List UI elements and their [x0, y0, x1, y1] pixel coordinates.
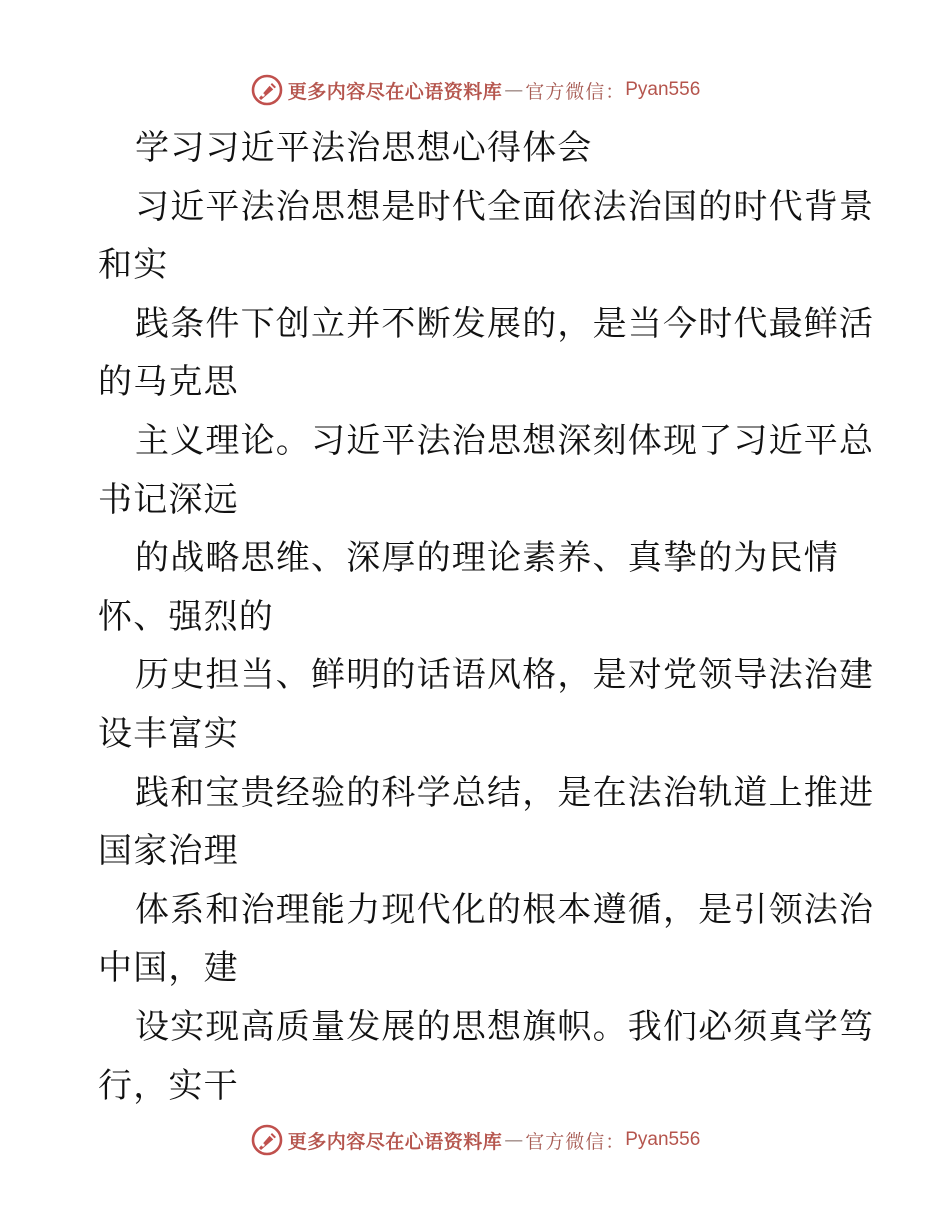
paragraph-line: 书记深远 [98, 479, 239, 520]
watermark-official-label: 官方微信： [525, 1130, 626, 1153]
watermark-separator: — [504, 1129, 524, 1151]
paragraph-line: 和实 [98, 245, 169, 286]
watermark-wechat-id: Pyan556 [625, 1129, 701, 1150]
watermark-banner-top [0, 70, 950, 110]
watermark-wechat-id: Pyan556 [625, 79, 701, 100]
paragraph-line: 践条件下创立并不断发展的，是当今时代最鲜活 [135, 303, 875, 344]
paragraph-line: 国家治理 [98, 831, 239, 872]
paragraph-line: 习近平法治思想是时代全面依法治国的时代背景 [135, 186, 875, 227]
paragraph-line: 设实现高质量发展的思想旗帜。我们必须真学笃 [135, 1006, 875, 1047]
watermark-promo-text: 更多内容尽在心语资料库 [287, 1130, 503, 1153]
paragraph-line: 历史担当、鲜明的话语风格，是对党领导法治建 [135, 655, 875, 696]
document-body [98, 119, 875, 1115]
watermark-banner-bottom [0, 1120, 950, 1160]
paragraph-line: 体系和治理能力现代化的根本遵循，是引领法治 [135, 889, 875, 930]
watermark-separator: — [504, 79, 524, 101]
paragraph-line: 的战略思维、深厚的理论素养、真挚的为民情 [135, 538, 839, 579]
paragraph-line: 怀、强烈的 [98, 596, 274, 637]
pen-nib-logo-icon [250, 1123, 284, 1157]
paragraph-line: 践和宝贵经验的科学总结，是在法治轨道上推进 [135, 772, 875, 813]
document-title: 学习习近平法治思想心得体会 [135, 128, 593, 168]
paragraph-line: 中国，建 [98, 948, 239, 989]
pen-nib-logo-icon [250, 73, 284, 107]
watermark-official-label: 官方微信： [525, 80, 626, 103]
paragraph-line: 的马克思 [98, 362, 239, 403]
paragraph-line: 主义理论。习近平法治思想深刻体现了习近平总 [135, 420, 875, 461]
watermark-promo-text: 更多内容尽在心语资料库 [287, 80, 503, 103]
paragraph-line: 行，实干 [98, 1065, 239, 1106]
paragraph-line: 设丰富实 [98, 713, 239, 754]
